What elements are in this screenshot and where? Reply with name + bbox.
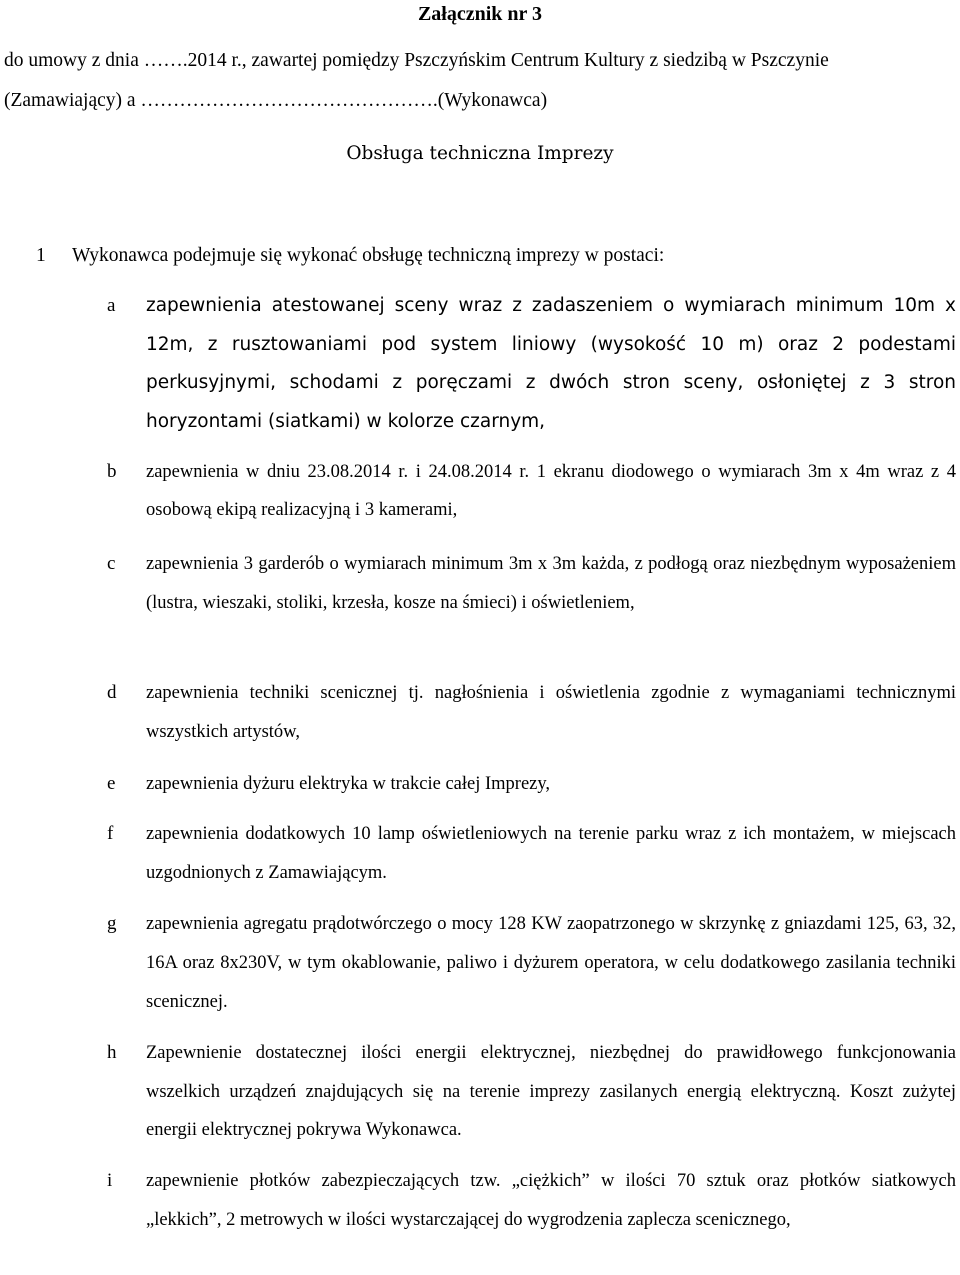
list-item-text: zapewnienia atestowanej sceny wraz z zadaszeniem o wymiarach minimum 10m x 12m, z rusztowaniami pod system liniowy (wysokość 10 m) oraz 2 podestami perkusyjnymi, schodami z poręczami z dwóch stron sceny, osłoniętej z 3 stron horyzontami (siatkami) w kolorze czarnym, xyxy=(146,295,956,432)
list-item-text: zapewnienia dyżuru elektryka w trakcie całej Imprezy, xyxy=(146,774,551,794)
clause-number: 1 xyxy=(36,245,46,266)
clause-text: Wykonawca podejmuje się wykonać obsługę techniczną imprezy w postaci: xyxy=(72,245,665,266)
list-item-text: zapewnienie płotków zabezpieczających tzw. „ciężkich” w ilości 70 sztuk oraz płotków siatkowych „lekkich”, 2 metrowych w ilości wystarczającej do wygrodzenia zaplecza scenicznego, xyxy=(146,1171,956,1230)
list-item-text: zapewnienia agregatu prądotwórczego o mocy 128 KW zaopatrzonego w skrzynkę z gniazdami 125, 63, 32, 16A oraz 8x230V, w tym okablowanie, paliwo i dyżurem operatora, w celu dodatkowego zasilania techniki scenicznej. xyxy=(146,914,956,1012)
list-item-letter: h xyxy=(107,1042,117,1063)
list-item-letter: b xyxy=(107,461,117,482)
list-item-letter: f xyxy=(107,823,114,844)
list-item-letter: e xyxy=(107,773,116,794)
list-item-text: zapewnienia 3 garderób o wymiarach minimum 3m x 3m każda, z podłogą oraz niezbędnym wyposażeniem (lustra, wieszaki, stoliki, krzesła, kosze na śmieci) i oświetleniem, xyxy=(146,554,956,613)
document-title: Załącznik nr 3 xyxy=(417,3,543,25)
agreement-reference-line: do umowy z dnia …….2014 r., zawartej pomiędzy Pszczyńskim Centrum Kultury z siedzibą w Pszczynie xyxy=(4,50,829,71)
list-item-letter: a xyxy=(107,295,116,316)
list-item-text: zapewnienia w dniu 23.08.2014 r. i 24.08.2014 r. 1 ekranu diodowego o wymiarach 3m x 4m wraz z 4 osobową ekipą realizacyjną i 3 kamerami, xyxy=(146,462,956,520)
list-item-letter: d xyxy=(107,682,117,703)
list-item-letter: c xyxy=(107,553,116,574)
list-item-text: zapewnienia dodatkowych 10 lamp oświetleniowych na terenie parku wraz z ich montażem, w miejscach uzgodnionych z Zamawiającym. xyxy=(146,824,956,883)
section-subtitle: Obsługa techniczna Imprezy xyxy=(346,143,614,164)
list-item-text: Zapewnienie dostatecznej ilości energii elektrycznej, niezbędnej do prawidłowego funkcjonowania wszelkich urządzeń znajdujących się na terenie imprezy zasilanych energią elektryczną. Koszt zużytej energii elektrycznej pokrywa Wykonawca. xyxy=(146,1043,956,1140)
list-item-letter: i xyxy=(107,1170,113,1191)
parties-line: (Zamawiający) a ……………………………………….(Wykonawca) xyxy=(4,90,548,111)
list-item-text: zapewnienia techniki scenicznej tj. nagłośnienia i oświetlenia zgodnie z wymaganiami technicznymi wszystkich artystów, xyxy=(146,683,956,742)
list-item-letter: g xyxy=(107,913,117,934)
